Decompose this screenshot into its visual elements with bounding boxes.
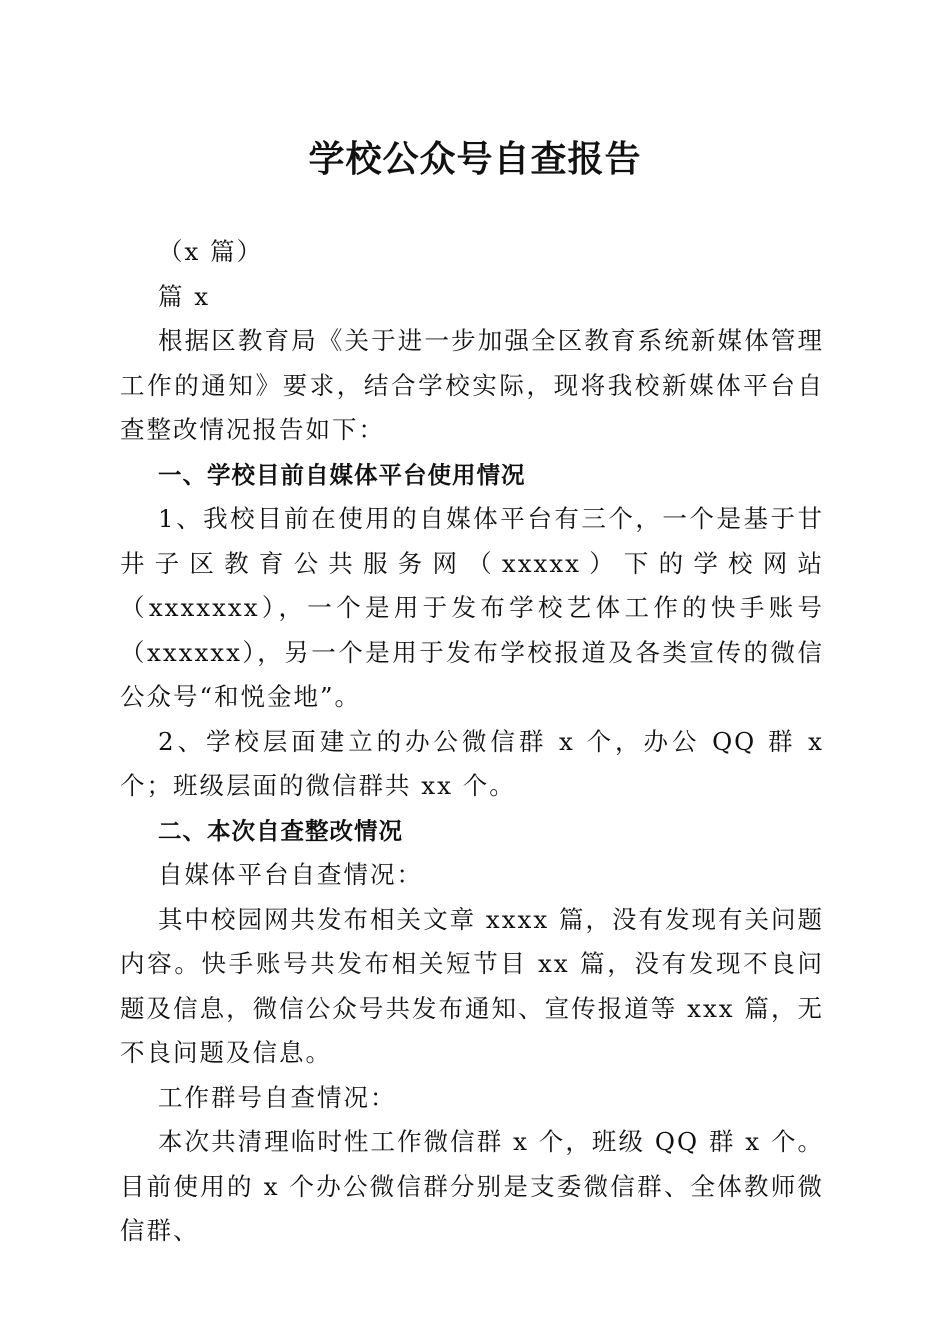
subheading-groups: 工作群号自查情况： [158, 1082, 397, 1112]
platform-paragraph: 1、我校目前在使用的自媒体平台有三个，一个是基于甘井子区教育公共服务网（xxxxx）下的学校网站（xxxxxxx），一个是用于发布学校艺体工作的快手账号（xxxxxx），另一个是用于发布学校报道及各类宣传的微信公众号“和悦金地”。 [120, 504, 824, 711]
intro-paragraph: 根据区教育局《关于进一步加强全区教育系统新媒体管理工作的通知》要求，结合学校实际，现将我校新媒体平台自查整改情况报告如下： [120, 326, 824, 444]
subheading-media: 自媒体平台自查情况： [158, 860, 423, 889]
document-body [120, 230, 824, 1254]
media-check-paragraph: 其中校园网共发布相关文章 xxxx 篇，没有发现有关问题内容。快手账号共发布相关短节目 xx 篇，没有发现不良问题及信息，微信公众号共发布通知、宣传报道等 xxx 篇，无不良问题及信息。 [120, 904, 824, 1067]
article-count-note: （x 篇） [158, 237, 264, 266]
group-paragraph: 2、学校层面建立的办公微信群 x 个，办公 QQ 群 x 个；班级层面的微信群共 xx 个。 [120, 726, 824, 800]
section-heading-1: 一、学校目前自媒体平台使用情况 [158, 460, 526, 489]
article-label: 篇 x [158, 281, 211, 311]
group-check-paragraph: 本次共清理临时性工作微信群 x 个，班级 QQ 群 x 个。目前使用的 x 个办公微信群分别是支委微信群、全体教师微信群、 [120, 1127, 824, 1245]
section-heading-2: 二、本次自查整改情况 [158, 816, 403, 845]
document-title: 学校公众号自查报告 [308, 138, 642, 180]
